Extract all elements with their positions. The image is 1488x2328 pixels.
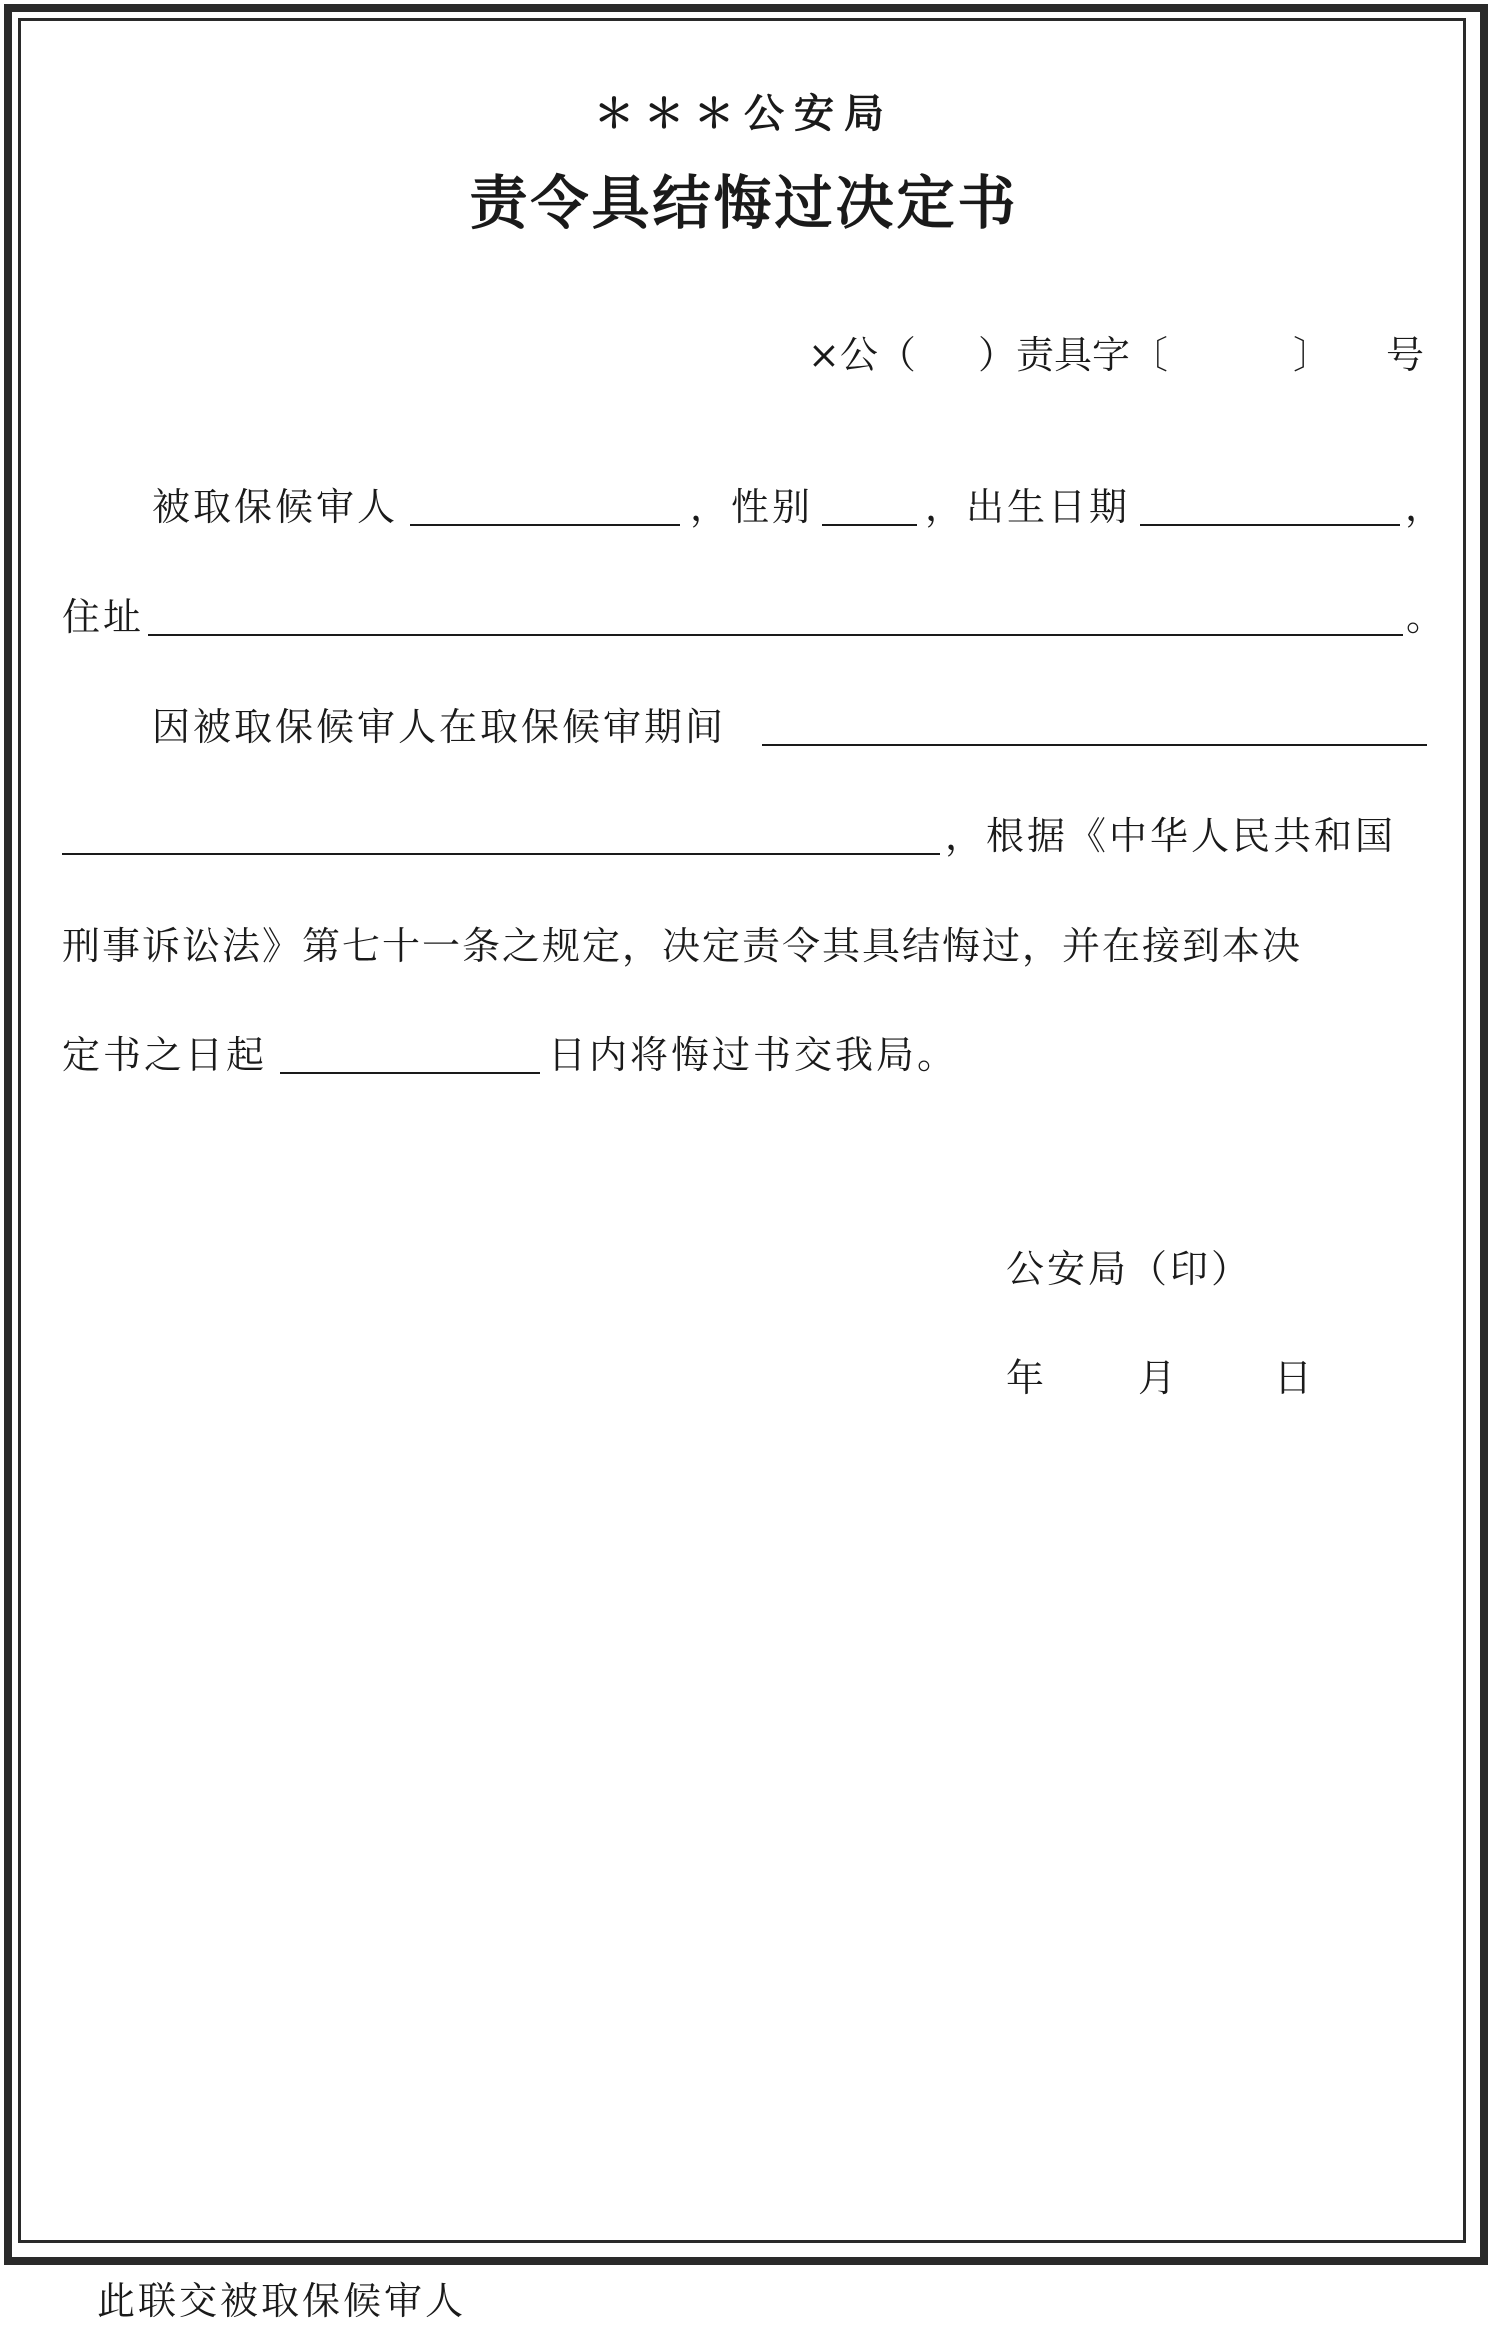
seal-line: 公安局（印） [1006,1247,1253,1291]
person-name-blank[interactable] [410,524,680,526]
deadline-after: 日内将悔过书交我局。 [548,1033,959,1077]
docnum-prefix: ×公（ [808,333,916,377]
address-line [0,586,1488,638]
inner-border [18,18,1466,2243]
legal-basis-line [0,805,1488,857]
person-info-line [0,476,1488,528]
deadline-line [0,1024,1488,1076]
comma-end: ， [1405,485,1447,529]
year-label: 年 [1006,1356,1045,1400]
label-gender: ，性别 [690,485,814,529]
docnum-close-bracket: 〕 [1293,333,1332,377]
copy-recipient-note: 此联交被取保候审人 [97,2279,467,2323]
period-end: 。 [1406,595,1448,639]
decision-text: 刑事诉讼法》第七十一条之规定，决定责令其具结悔过，并在接到本决 [62,924,1303,968]
violation-blank-1[interactable] [762,744,1427,746]
agency-name: ＊＊＊公安局 [594,90,894,137]
violation-intro: 因被取保候审人在取保候审期间 [152,705,727,749]
label-birth: ，出生日期 [925,485,1131,529]
decision-line [0,915,1488,967]
birth-date-blank[interactable] [1140,524,1400,526]
month-label: 月 [1138,1356,1177,1400]
deadline-before: 定书之日起 [62,1033,268,1077]
docnum-suffix: 号 [1386,333,1425,377]
day-label: 日 [1274,1356,1313,1400]
violation-blank-2[interactable] [62,853,940,855]
violation-line [0,696,1488,748]
label-address: 住址 [62,595,145,639]
legal-basis-text: ，根据《中华人民共和国 [945,814,1397,858]
date-line [1006,1347,1326,1399]
address-blank[interactable] [148,634,1403,636]
gender-blank[interactable] [822,524,917,526]
docnum-middle: ）责具字〔 [978,333,1169,377]
document-title: 责令具结悔过决定书 [469,169,1019,237]
days-blank[interactable] [280,1072,540,1074]
label-person: 被取保候审人 [152,485,399,529]
